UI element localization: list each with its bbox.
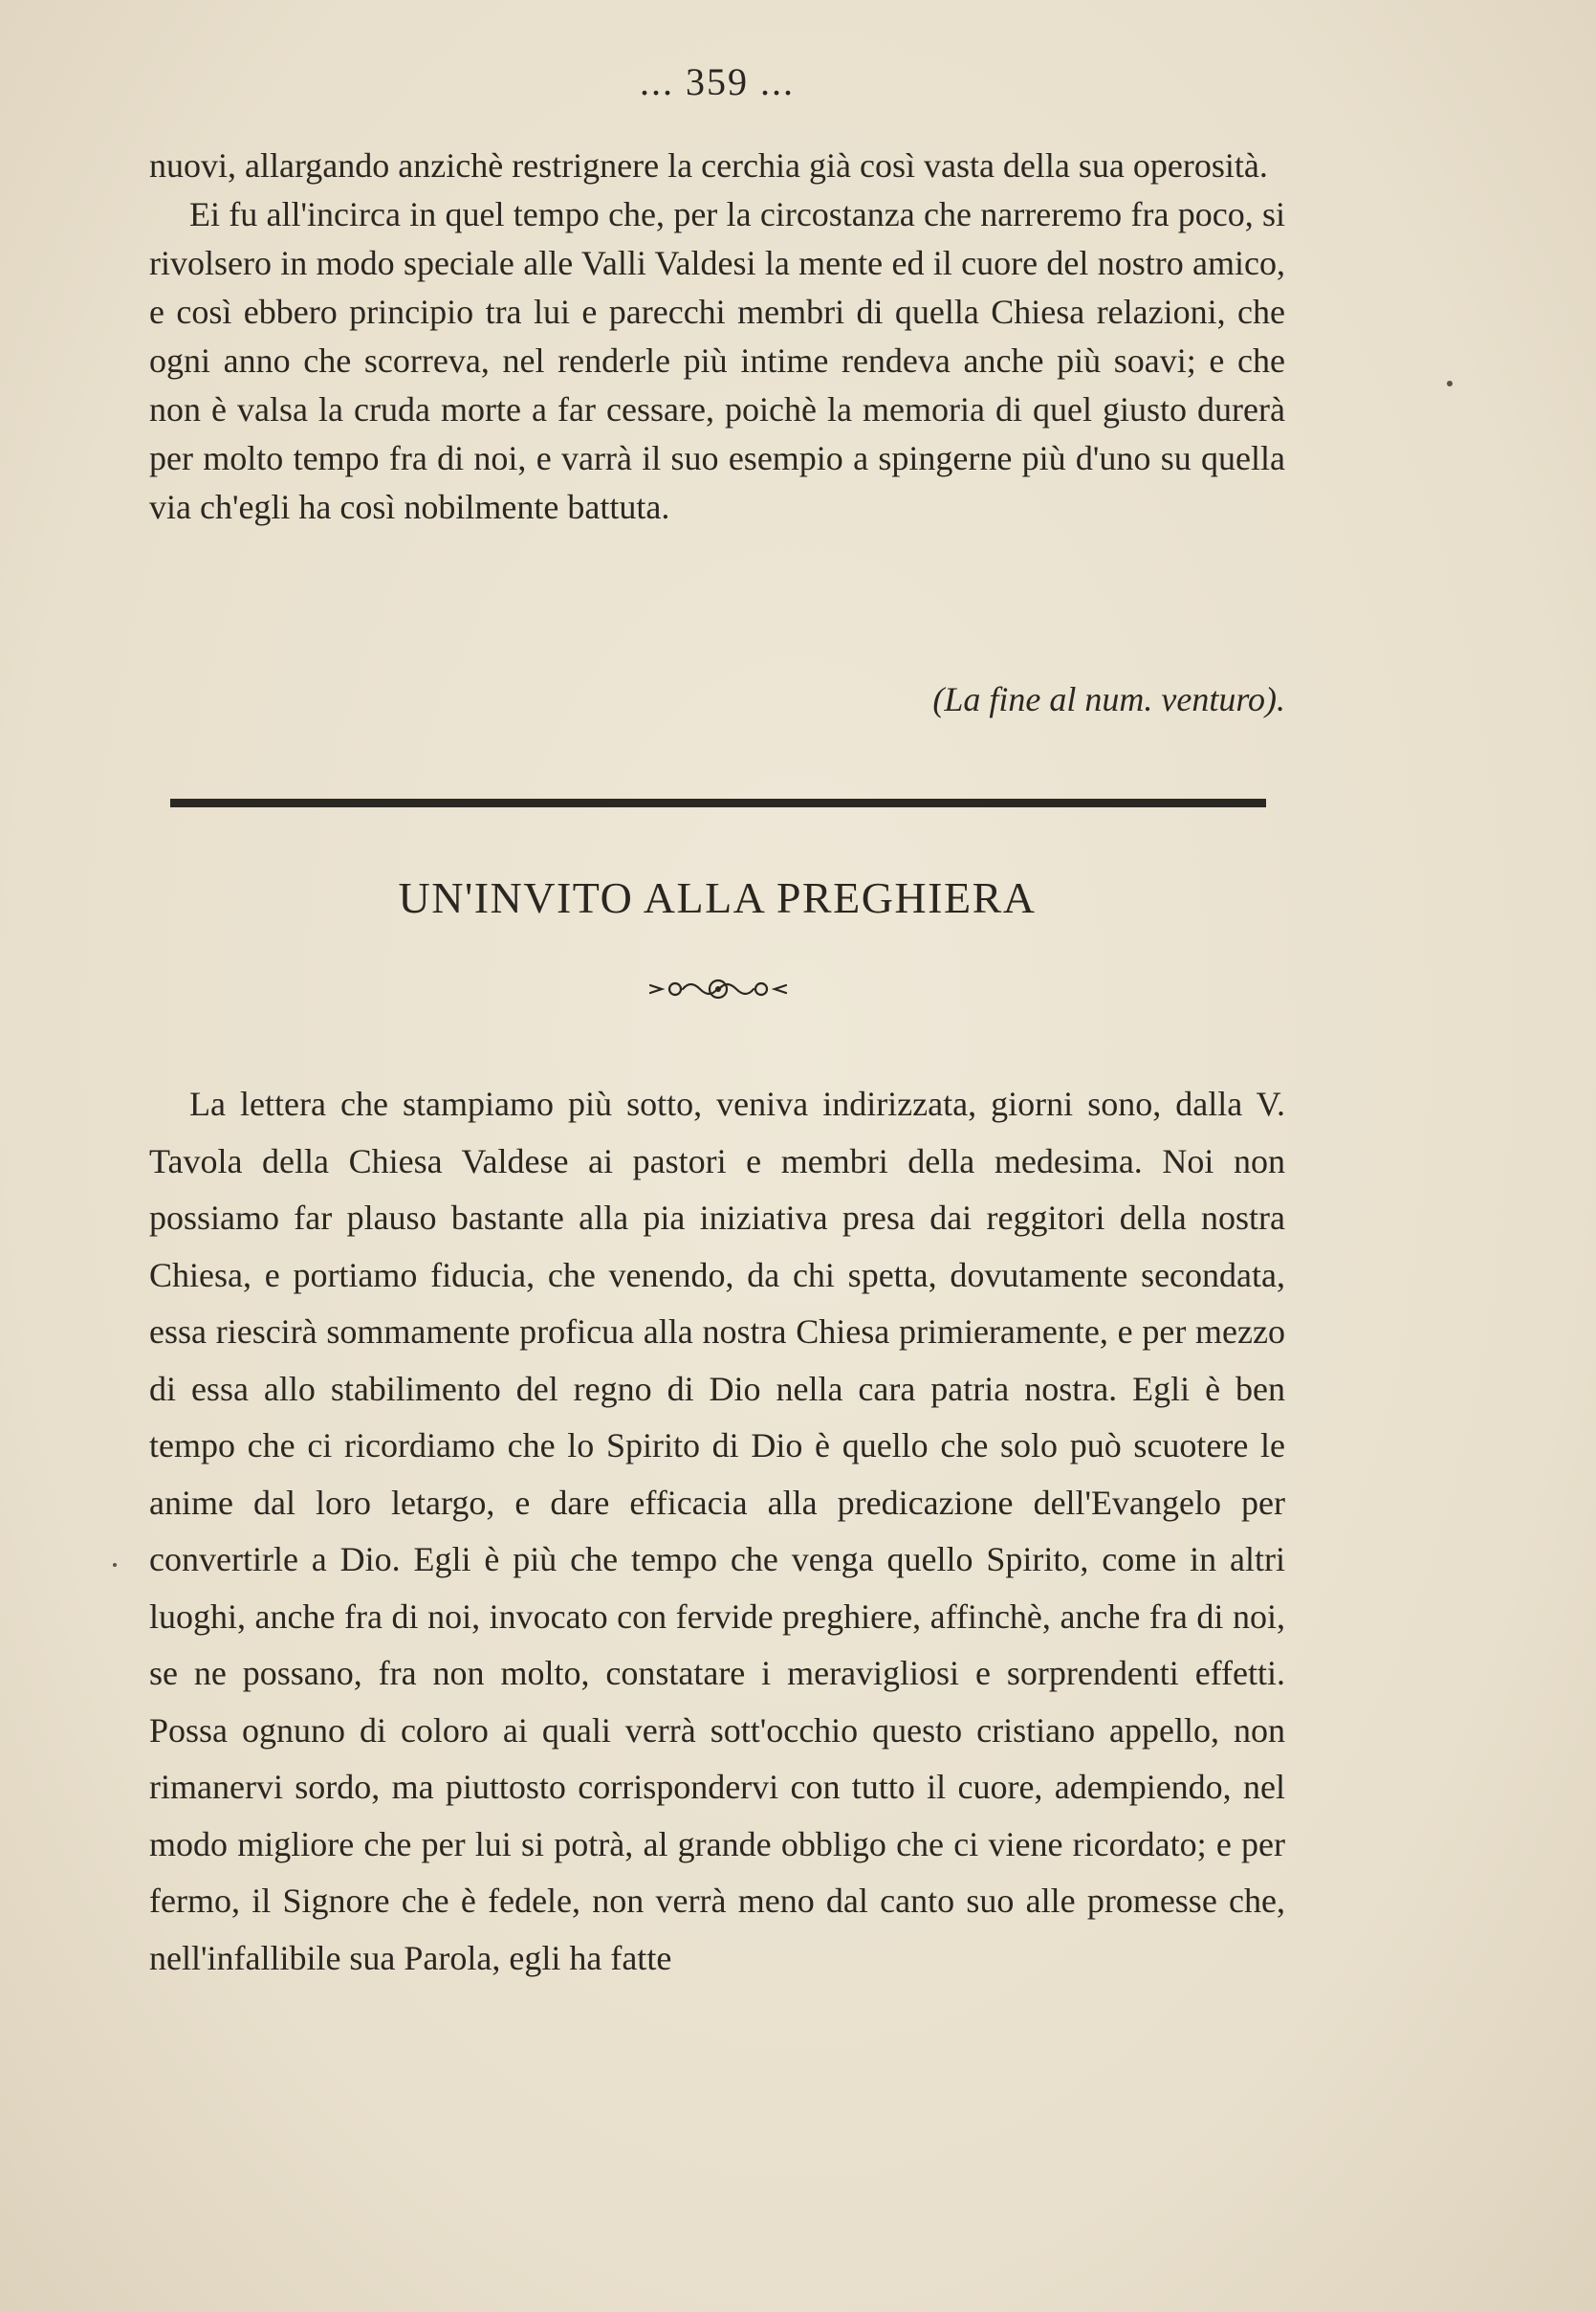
paragraph-valli-valdesi: Ei fu all'incirca in quel tempo che, per la circostanza che narreremo fra poco, si rivolsero in modo speciale alle Valli Valdesi la mente ed il cuore del nostro amico, e così ebbero principio tra lui e parecchi membri di quella Chiesa relazioni, che ogni anno che scorreva, nel renderle più intime rendeva anche più soavi; e che non è valsa la cruda morte a far cessare, poichè la memoria di quel giusto durerà per molto tempo fra di noi, e varrà il suo esempio a spingerne più d'uno su quella via ch'egli ha così nobilmente battuta.: [149, 195, 1285, 526]
article-body: [149, 1076, 1285, 1987]
article-title: UN'INVITO ALLA PREGHIERA: [398, 873, 1037, 922]
article-paragraph: La lettera che stampiamo più sotto, veniva indirizzata, giorni sono, dalla V. Tavola della Chiesa Valdese ai pastori e membri della medesima. Noi non possiamo far plauso bastante alla pia iniziativa presa dai reggitori della nostra Chiesa, e portiamo fiducia, che venendo, da chi spetta, dovutamente secondata, essa riescirà sommamente proficua alla nostra Chiesa primieramente, e per mezzo di essa allo stabilimento del regno di Dio nella cara patria nostra. Egli è ben tempo che ci ricordiamo che lo Spirito di Dio è quello che solo può scuotere le anime dal loro letargo, e dare efficacia alla predicazione dell'Evangelo per convertirle a Dio. Egli è più che tempo che venga quello Spirito, come in altri luoghi, anche fra di noi, invocato con fervide preghiere, affinchè, anche fra di noi, se ne possano, fra non molto, constatare i meravigliosi e sorprendenti effetti. Possa ognuno di coloro ai quali verrà sott'occhio questo cristiano appello, non rimanervi sordo, ma piuttosto corrispondervi con tutto il cuore, adempiendo, nel modo migliore che per lui si potrà, al grande obbligo che ci viene ricordato; e per fermo, il Signore che è fedele, non verrà meno dal canto suo alle promesse che, nell'infallibile sua Parola, egli ha fatte: [149, 1085, 1285, 1977]
decorative-flourish-icon: [646, 972, 790, 1006]
paragraph-continuation: nuovi, allargando anzichè restrignere la cerchia già così vasta della sua operosità.: [149, 146, 1268, 185]
continuation-note: (La fine al num. venturo).: [932, 680, 1285, 718]
previous-article-text: [149, 142, 1285, 532]
paper-speck: [1447, 381, 1453, 386]
paper-speck: [113, 1563, 117, 1567]
page-number: ... 359 ...: [640, 60, 795, 103]
section-divider-rule: [170, 799, 1266, 807]
